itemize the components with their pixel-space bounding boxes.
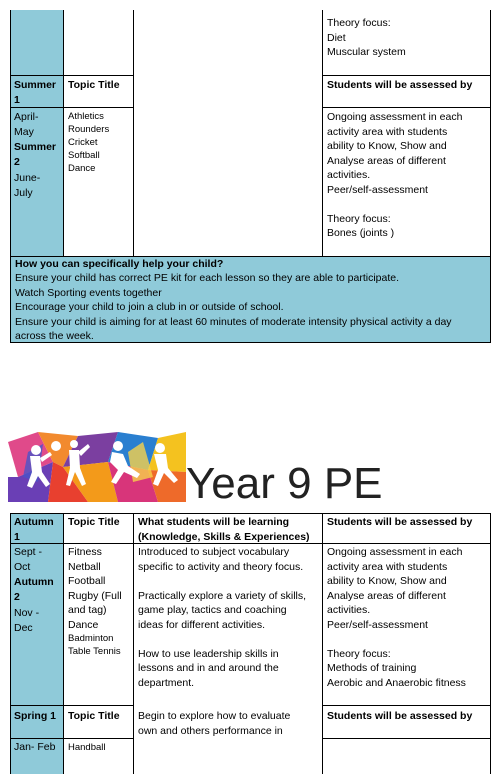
summer-2-months: June- July: [14, 172, 41, 199]
sport-silhouettes-logo: [8, 432, 186, 502]
summer-topics-list: Athletics Rounders Cricket Softball Dance: [68, 111, 110, 174]
summer-2-label: Summer 2: [14, 141, 57, 168]
assessed-by-header: Students will be assessed by: [327, 516, 473, 528]
divider: [10, 513, 491, 514]
autumn-1-months: Sept - Oct: [14, 546, 43, 573]
theory-focus-1: Theory focus: Diet Muscular system: [327, 17, 406, 58]
divider: [322, 738, 491, 739]
divider: [10, 705, 134, 706]
spring-learning-text: Begin to explore how to evaluate own and others performance in: [138, 710, 291, 737]
autumn-assessment-text: Ongoing assessment in each activity area with students ability to Know, Show and Analyse areas of different activities. Peer/self-assessment Theory focus: Methods of training Aerobic and Anaerobic fitness: [327, 546, 466, 689]
learning-header: What students will be learning (Knowledge, Skills & Experiences): [138, 516, 310, 543]
learning-text: Introduced to subject vocabulary specific to activity and theory focus. Practically explore a variety of skills, game play, tactics and coaching ideas for different activities. How to use leadership skills in lessons and in and around the department.: [138, 546, 307, 689]
autumn-2-months: Nov - Dec: [14, 607, 40, 634]
divider: [490, 513, 491, 774]
autumn-2-label: Autumn 2: [14, 576, 54, 603]
topic-title-header: Topic Title: [68, 79, 120, 91]
divider: [10, 10, 11, 256]
topic-title-header: Topic Title: [68, 516, 120, 528]
autumn-1-label: Autumn 1: [14, 516, 54, 543]
divider: [322, 10, 323, 256]
autumn-topics-list-small: Badminton Table Tennis: [68, 633, 121, 657]
spring-assessed-by-header: Students will be assessed by: [327, 710, 473, 722]
divider: [10, 513, 11, 774]
divider: [322, 75, 491, 76]
help-heading: How you can specifically help your child?: [15, 258, 224, 270]
divider: [133, 10, 134, 256]
page-title: Year 9 PE: [186, 459, 383, 508]
divider: [10, 107, 134, 108]
spring-topic-title-header: Topic Title: [68, 710, 120, 722]
divider: [322, 513, 323, 774]
spring-topic: Handball: [68, 742, 106, 753]
summer-assessment-text: Ongoing assessment in each activity area with students ability to Know, Show and Analyse areas of different activities. Peer/self-assessment Theory focus: Bones (joints ): [327, 111, 463, 239]
summer-1-label: Summer 1: [14, 79, 57, 106]
divider: [63, 10, 64, 256]
divider: [490, 10, 491, 256]
divider: [10, 738, 134, 739]
divider: [10, 75, 134, 76]
autumn-topics-list: Fitness Netball Football Rugby (Full and tag) Dance: [68, 546, 122, 631]
divider: [322, 705, 491, 706]
spring-months: Jan- Feb: [14, 741, 56, 753]
help-lines: Ensure your child has correct PE kit for each lesson so they are able to participate. Watch Sporting events together Encourage your child to join a club in or outside of school. Ensure your child is aiming for at least 60 minutes of moderate intensity physical activity a day across the week.: [15, 272, 452, 342]
summer-1-months: April- May: [14, 111, 39, 138]
assessed-by-header: Students will be assessed by: [327, 79, 473, 91]
divider: [133, 513, 134, 774]
divider: [63, 513, 64, 774]
spring-1-label: Spring 1: [14, 710, 57, 722]
divider: [322, 107, 491, 108]
